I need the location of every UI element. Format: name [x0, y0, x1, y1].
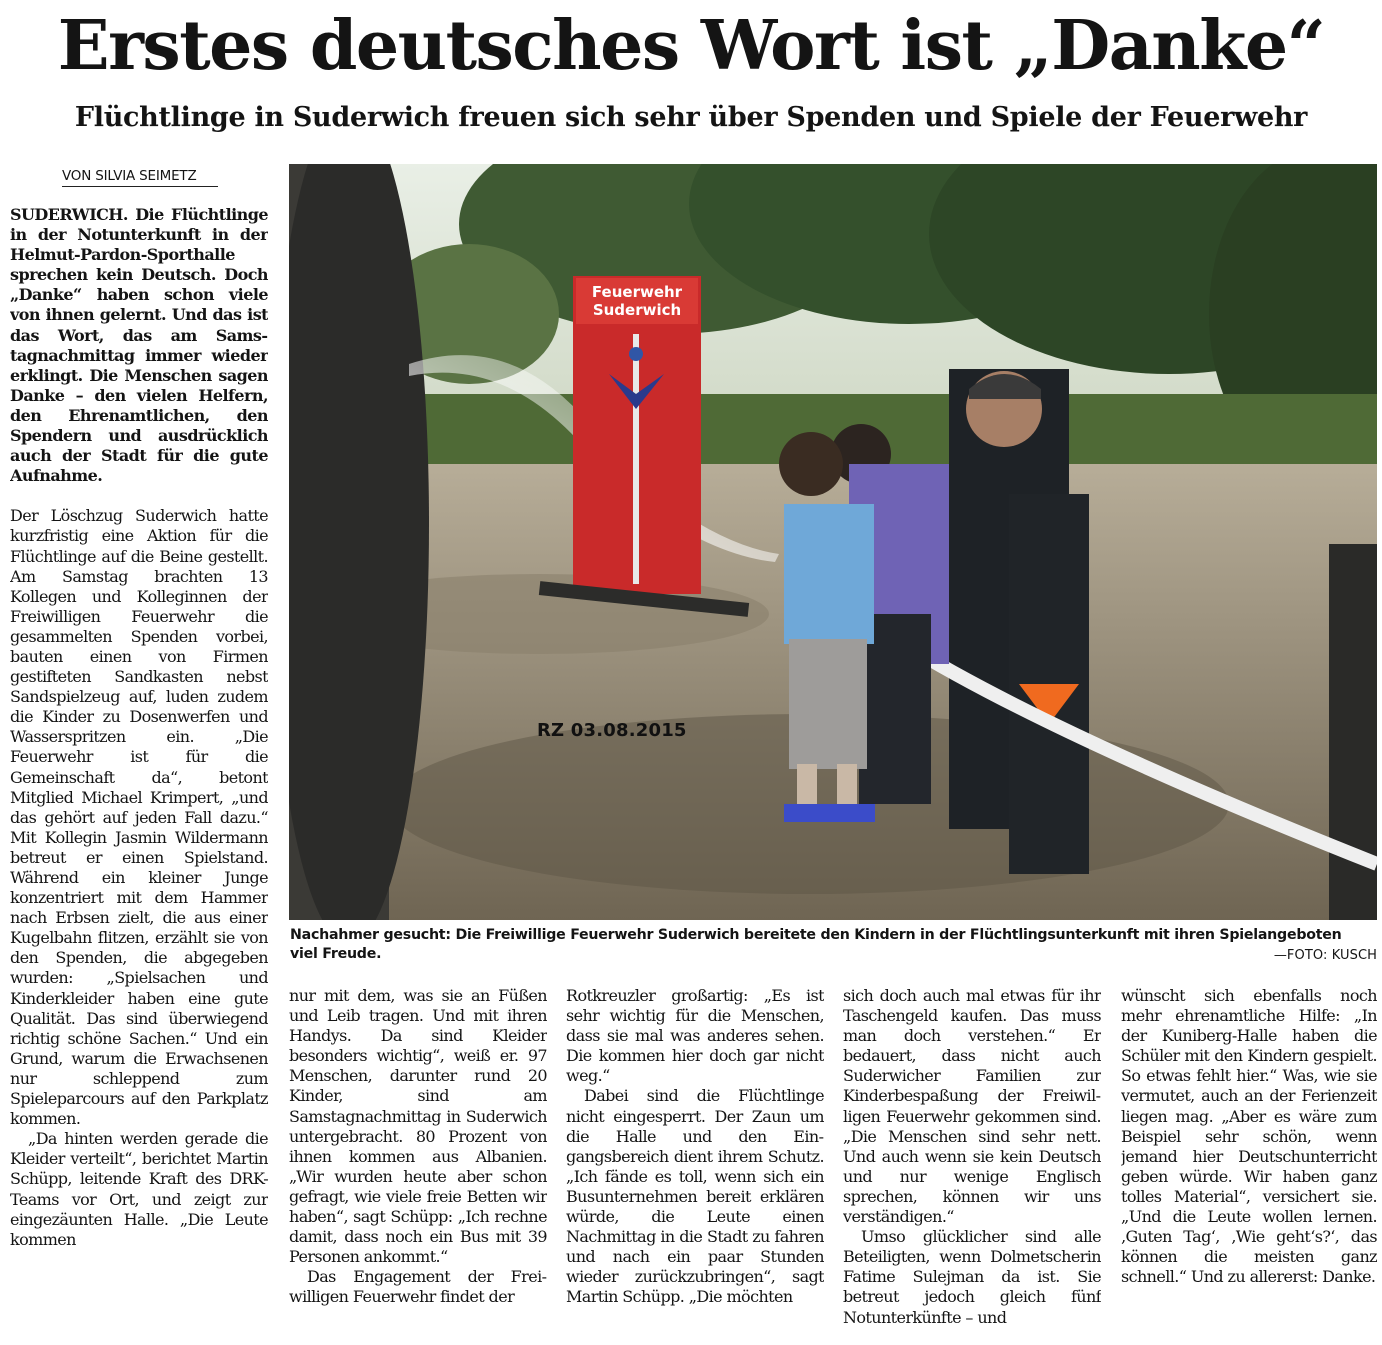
body-paragraph: Rotkreuzler großartig: „Es ist sehr wichtig für die Menschen, dass sie mal was anderes sehen. Die kommen hier doch gar nicht weg.“: [566, 986, 824, 1086]
body-paragraph: wünscht sich ebenfalls noch mehr ehrenamtliche Hilfe: „In der Kuniberg-Halle haben die Schüler mit den Kindern gespielt. So etwas fehlt hier.“ Was, wie sie vermutet, auch an der Ferienzeit liegen mag. „Aber es wäre zum Beispiel sehr schön, wenn jemand hier Deutschunterricht geben würde. Wir haben ganz tolles Material“, versichert sie. „Und die Leute wollen lernen. ‚Guten Tag‘, ‚Wie geht‘s?‘, das können die meisten ganz schnell.“ Und zu allererst: Danke.: [1121, 986, 1377, 1287]
body-paragraph: Umso glücklicher sind alle Beteiligten, wenn Dolmetscherin Fatime Sulejman da ist. Sie betreut jedoch gleich fünf Notunterkünfte – und: [843, 1227, 1101, 1327]
article-photo: [289, 164, 1377, 920]
byline: VON SILVIA SEIMETZ: [62, 166, 218, 187]
svg-text:Feuerwehr: Feuerwehr: [591, 283, 683, 301]
subheadline: Flüchtlinge in Suderwich freuen sich sehr über Spenden und Spiele der Feuerwehr: [74, 102, 1308, 133]
photo-credit: —FOTO: KUSCH: [1273, 948, 1377, 963]
date-stamp: RZ 03.08.2015: [537, 720, 687, 741]
article-column-2: [289, 986, 547, 1333]
body-paragraph: „Da hinten werden gerade die Kleider verteilt“, berichtet Martin Schüpp, leitende Kraft des DRK-Teams vor Ort, und zeigt zur eingezäunten Halle. „Die Leute kommen: [10, 1129, 268, 1249]
photo-illustration: [289, 164, 1377, 920]
article-column-3: [566, 986, 824, 1333]
article-column-4: [843, 986, 1101, 1333]
article-column-5: [1121, 986, 1377, 1333]
headline: Erstes deutsches Wort ist „Danke“: [57, 6, 1325, 86]
lead-paragraph: SUDERWICH. Die Flüchtlinge in der Notunterkunft in der Helmut-Pardon-Sporthalle sprechen kein Deutsch. Doch „Danke“ haben schon viele von ihnen gelernt. Und das ist das Wort, das am Samstagnachmittag immer wieder erklingt. Die Menschen sagen Danke – den vielen Helfern, den Ehrenamtlichen, den Spendern und ausdrücklich auch der Stadt für die gute Aufnahme.: [10, 205, 268, 486]
body-paragraph: Das Engagement der Freiwilligen Feuerwehr findet der: [289, 1267, 547, 1307]
body-paragraph: Der Löschzug Suderwich hatte kurzfristig eine Aktion für die Flüchtlinge auf die Beine gestellt. Am Samstag brachten 13 Kollegen und Kolleginnen der Freiwilligen Feuerwehr die gesammelten Spenden vorbei, bauten einen von Firmen gestifteten Sandkasten nebst Sandspielzeug auf, luden zudem die Kinder zu Dosenwerfen und Wasserspritzen ein. „Die Feuerwehr ist für die Gemeinschaft da“, betont Mitglied Michael Krimpert, „und das gehört auf jeden Fall dazu.“ Mit Kollegin Jasmin Wildermann betreut er einen Spielstand. Während ein kleiner Junge konzentriert mit dem Hammer nach Erbsen zielt, die aus einer Kugelbahn flitzen, erzählt sie von den Spenden, die abgegeben wurden: „Spielsachen und Kinderkleider haben eine gute Qualität. Das sind überwiegend richtig schöne Sachen.“ Und ein Grund, warum die Erwachsenen nur schleppend zum Spieleparcours auf den Parkplatz kommen.: [10, 506, 268, 1129]
body-paragraph: sich doch auch mal etwas für ihr Taschengeld kaufen. Das muss man doch verstehen.“ Er bedauert, dass nicht auch Suderwicher Familien zur Kinderbespaßung der Freiwilligen Feuerwehr gekommen sind. „Die Menschen sind sehr nett. Und auch wenn sie kein Deutsch und nur wenige Englisch sprechen, können wir uns verständigen.“: [843, 986, 1101, 1227]
body-paragraph: nur mit dem, was sie an Füßen und Leib tragen. Und mit ihren Handys. Da sind Kleider besonders wichtig“, weiß er. 97 Menschen, darunter rund 20 Kinder, sind am Samstagnachmittag in Suderwich untergebracht. 80 Prozent von ihnen kommen aus Albanien. „Wir wurden heute aber schon gefragt, wie viele freie Betten wir haben“, sagt Schüpp: „Ich rechne damit, dass noch ein Bus mit 39 Personen ankommt.“: [289, 986, 547, 1267]
body-paragraph: Dabei sind die Flüchtlinge nicht eingesperrt. Der Zaun um die Halle und den Eingangsbereich dient ihrem Schutz. „Ich fände es toll, wenn sich ein Busunternehmen bereit erklären würde, die Leute einen Nachmittag in die Stadt zu fahren und nach ein paar Stunden wieder zurückzubringen“, sagt Martin Schüpp. „Die möchten: [566, 1086, 824, 1307]
article-column-1: [10, 205, 268, 1333]
svg-text:Suderwich: Suderwich: [592, 301, 682, 319]
photo-caption: Nachahmer gesucht: Die Freiwillige Feuerwehr Suderwich bereitete den Kindern in der Flüchtlingsunterkunft mit ihren Spielangeboten viel Freude.: [290, 927, 1342, 962]
